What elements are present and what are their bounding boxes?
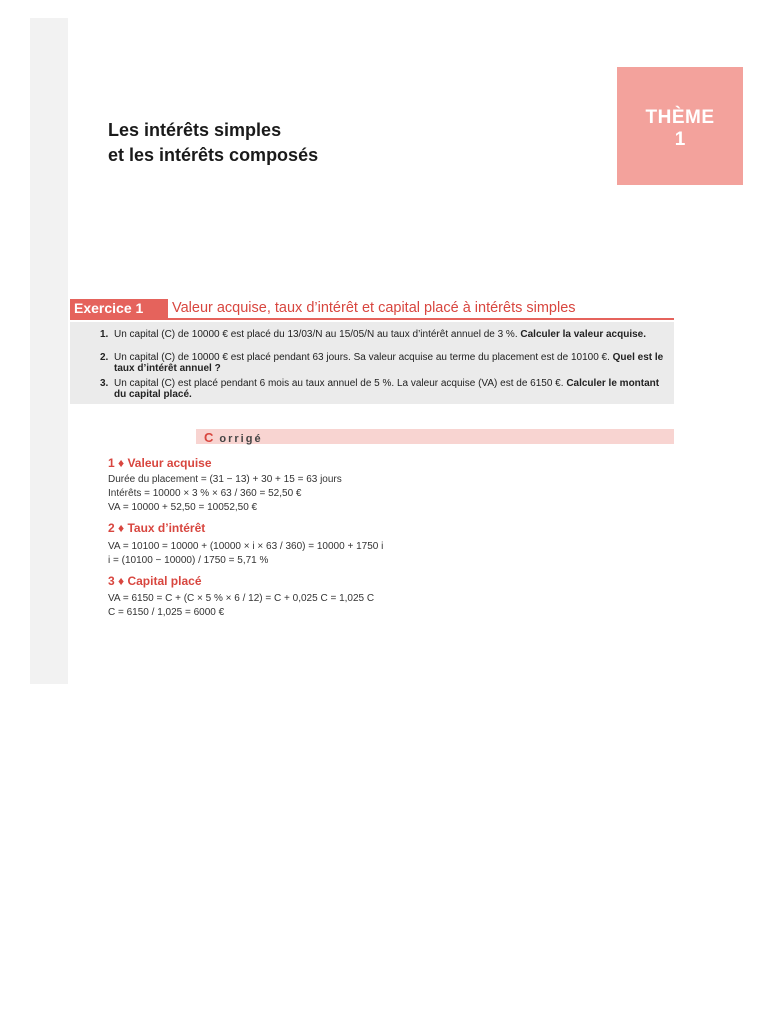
section-1-line: VA = 10000 + 52,50 = 10052,50 €	[108, 502, 258, 513]
title-line-1: Les intérêts simples	[108, 120, 282, 140]
section-1-title: 1 ♦ Valeur acquise	[108, 456, 212, 470]
section-1-line: Durée du placement = (31 − 13) + 30 + 15 = 63 jours	[108, 474, 342, 485]
section-3-line: VA = 6150 = C + (C × 5 % × 6 / 12) = C + 0,025 C = 1,025 C	[108, 593, 375, 604]
section-2-line: VA = 10100 = 10000 + (10000 × i × 63 / 360) = 10000 + 1750 i	[108, 541, 384, 552]
exercise-rule	[70, 318, 674, 320]
exercise-tag: Exercice 1	[70, 299, 168, 318]
section-3-line: C = 6150 / 1,025 = 6000 €	[108, 607, 225, 618]
question-2: 2. Un capital (C) de 10000 € est placé pendant 63 jours. Sa valeur acquise au terme du placement est de 10100 €. Quel est le taux d’intérêt annuel ?	[100, 352, 664, 374]
section-1-line: Intérêts = 10000 × 3 % × 63 / 360 = 52,50 €	[108, 488, 302, 499]
exercise-heading: Valeur acquise, taux d’intérêt et capital placé à intérêts simples	[172, 300, 576, 316]
margin-strip	[30, 18, 68, 684]
section-3-title: 3 ♦ Capital placé	[108, 574, 202, 588]
questions-box	[70, 322, 674, 404]
corrige-bar	[196, 429, 674, 444]
corrige-label: C orrigé	[204, 430, 263, 445]
title-line-2: et les intérêts composés	[108, 145, 319, 165]
theme-box	[617, 67, 743, 185]
question-3: 3. Un capital (C) est placé pendant 6 mois au taux annuel de 5 %. La valeur acquise (VA) est de 6150 €. Calculer le montant du capital placé.	[100, 378, 660, 400]
question-1: 1. Un capital (C) de 10000 € est placé du 13/03/N au 15/05/N au taux d’intérêt annuel de 3 %. Calculer la valeur acquise.	[100, 329, 647, 340]
page-title	[108, 118, 318, 168]
section-2-title: 2 ♦ Taux d’intérêt	[108, 521, 206, 535]
section-2-line: i = (10100 − 10000) / 1750 = 5,71 %	[108, 555, 269, 566]
theme-number: 1	[674, 129, 686, 150]
theme-label: THÈME	[645, 107, 715, 128]
